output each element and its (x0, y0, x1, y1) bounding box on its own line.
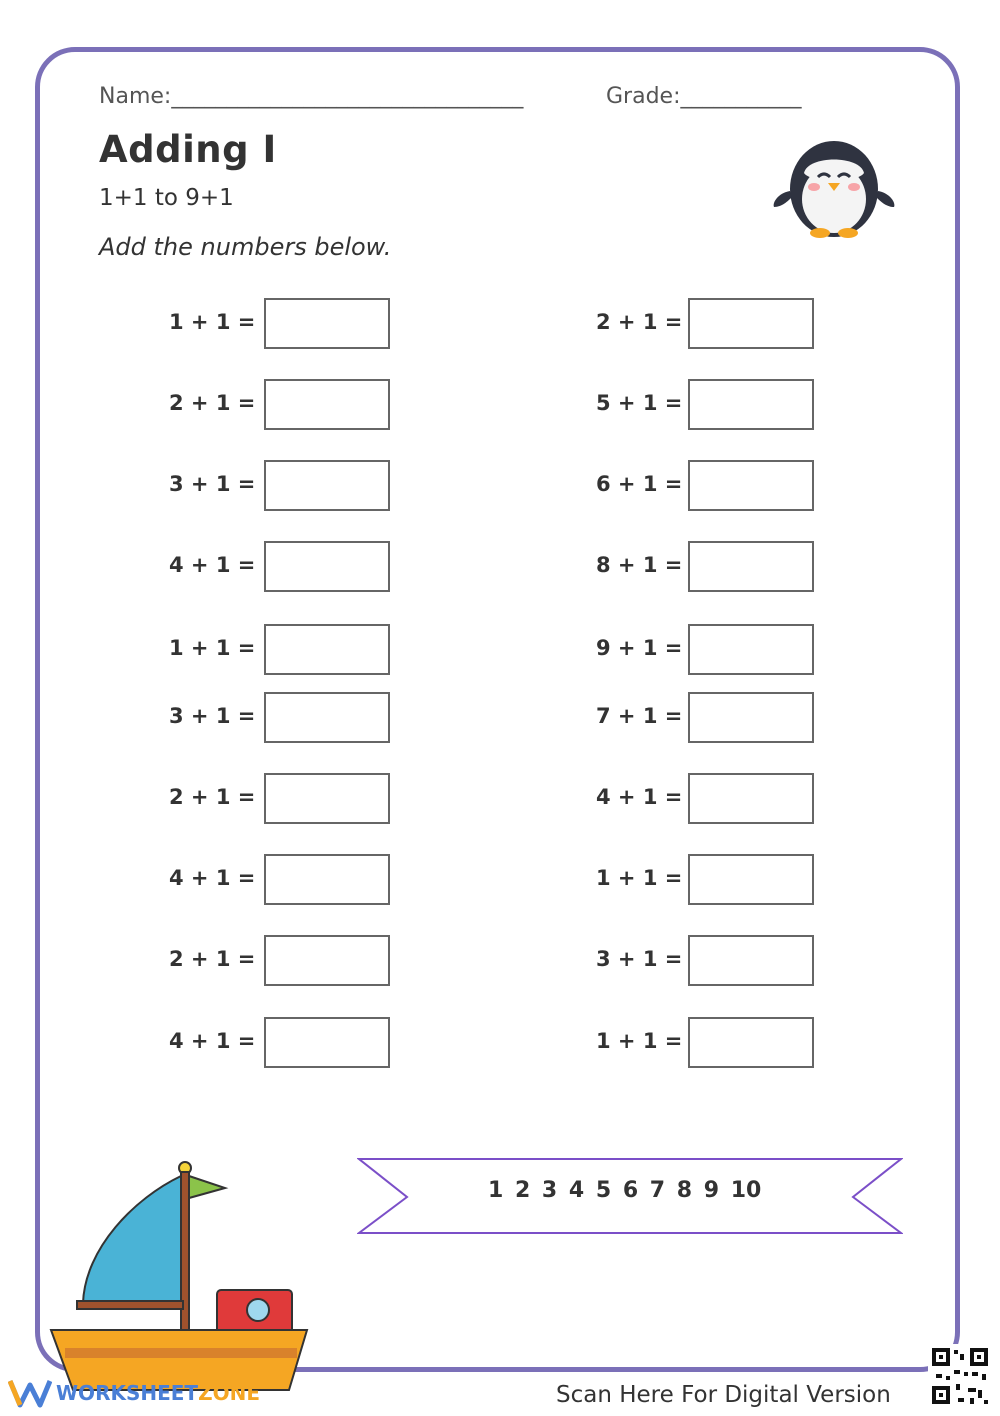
answer-box[interactable] (688, 935, 814, 986)
problem-equation: 2 + 1 = (169, 785, 256, 809)
worksheet-title: Adding I (99, 128, 277, 171)
problem-row (596, 460, 826, 512)
answer-box[interactable] (688, 854, 814, 905)
answer-box[interactable] (688, 624, 814, 675)
problem-equation: 3 + 1 = (169, 704, 256, 728)
answer-box[interactable] (688, 692, 814, 743)
answer-box[interactable] (688, 379, 814, 430)
problem-row (596, 692, 826, 744)
problem-equation: 1 + 1 = (169, 310, 256, 334)
problem-equation: 3 + 1 = (169, 472, 256, 496)
problem-row (169, 541, 399, 593)
problem-row (169, 773, 399, 825)
answer-box[interactable] (264, 624, 390, 675)
answer-box[interactable] (688, 1017, 814, 1068)
name-field-line[interactable]: Name:________________________________ (99, 84, 524, 109)
problem-equation: 5 + 1 = (596, 391, 683, 415)
grade-field-line[interactable]: Grade:___________ (606, 84, 802, 109)
answer-box[interactable] (264, 1017, 390, 1068)
answer-box[interactable] (264, 935, 390, 986)
answer-box[interactable] (688, 460, 814, 511)
problem-equation: 2 + 1 = (169, 947, 256, 971)
problem-equation: 3 + 1 = (596, 947, 683, 971)
problem-equation: 8 + 1 = (596, 553, 683, 577)
problem-equation: 1 + 1 = (596, 1029, 683, 1053)
problem-row (169, 1017, 399, 1069)
answer-box[interactable] (688, 541, 814, 592)
problem-equation: 7 + 1 = (596, 704, 683, 728)
answer-box[interactable] (264, 379, 390, 430)
answer-box[interactable] (264, 773, 390, 824)
qr-code-icon[interactable] (928, 1344, 992, 1408)
answer-box[interactable] (264, 692, 390, 743)
problem-row (596, 1017, 826, 1069)
answer-box[interactable] (688, 298, 814, 349)
sailboat-icon (45, 1158, 315, 1398)
problem-row (596, 541, 826, 593)
problem-row (169, 379, 399, 431)
problem-equation: 4 + 1 = (169, 866, 256, 890)
answer-box[interactable] (688, 773, 814, 824)
logo-mark-icon (8, 1377, 52, 1409)
answer-box[interactable] (264, 298, 390, 349)
problem-row (596, 854, 826, 906)
logo-text-worksheet: WORKSHEET (56, 1381, 199, 1405)
answer-box[interactable] (264, 854, 390, 905)
problem-row (596, 935, 826, 987)
problem-row (169, 298, 399, 350)
scan-here-text: Scan Here For Digital Version (556, 1382, 891, 1408)
worksheet-subtitle: 1+1 to 9+1 (99, 185, 234, 211)
problem-row (596, 773, 826, 825)
problem-equation: 4 + 1 = (169, 553, 256, 577)
problem-equation: 2 + 1 = (596, 310, 683, 334)
answer-box[interactable] (264, 460, 390, 511)
problem-row (169, 692, 399, 744)
problem-row (169, 935, 399, 987)
problem-row (169, 624, 399, 676)
logo-text-zone: ZONE (198, 1381, 260, 1405)
penguin-icon (768, 133, 900, 241)
problem-equation: 1 + 1 = (596, 866, 683, 890)
problem-row (596, 379, 826, 431)
problem-row (169, 460, 399, 512)
problem-equation: 4 + 1 = (596, 785, 683, 809)
logo-text (56, 1381, 260, 1405)
problem-equation: 1 + 1 = (169, 636, 256, 660)
problem-equation: 4 + 1 = (169, 1029, 256, 1053)
worksheet-instruction: Add the numbers below. (99, 233, 392, 261)
problem-row (596, 624, 826, 676)
problem-equation: 9 + 1 = (596, 636, 683, 660)
problem-equation: 2 + 1 = (169, 391, 256, 415)
answer-box[interactable] (264, 541, 390, 592)
problem-row (596, 298, 826, 350)
problem-equation: 6 + 1 = (596, 472, 683, 496)
problem-row (169, 854, 399, 906)
number-line-text: 1 2 3 4 5 6 7 8 9 10 (488, 1178, 762, 1203)
